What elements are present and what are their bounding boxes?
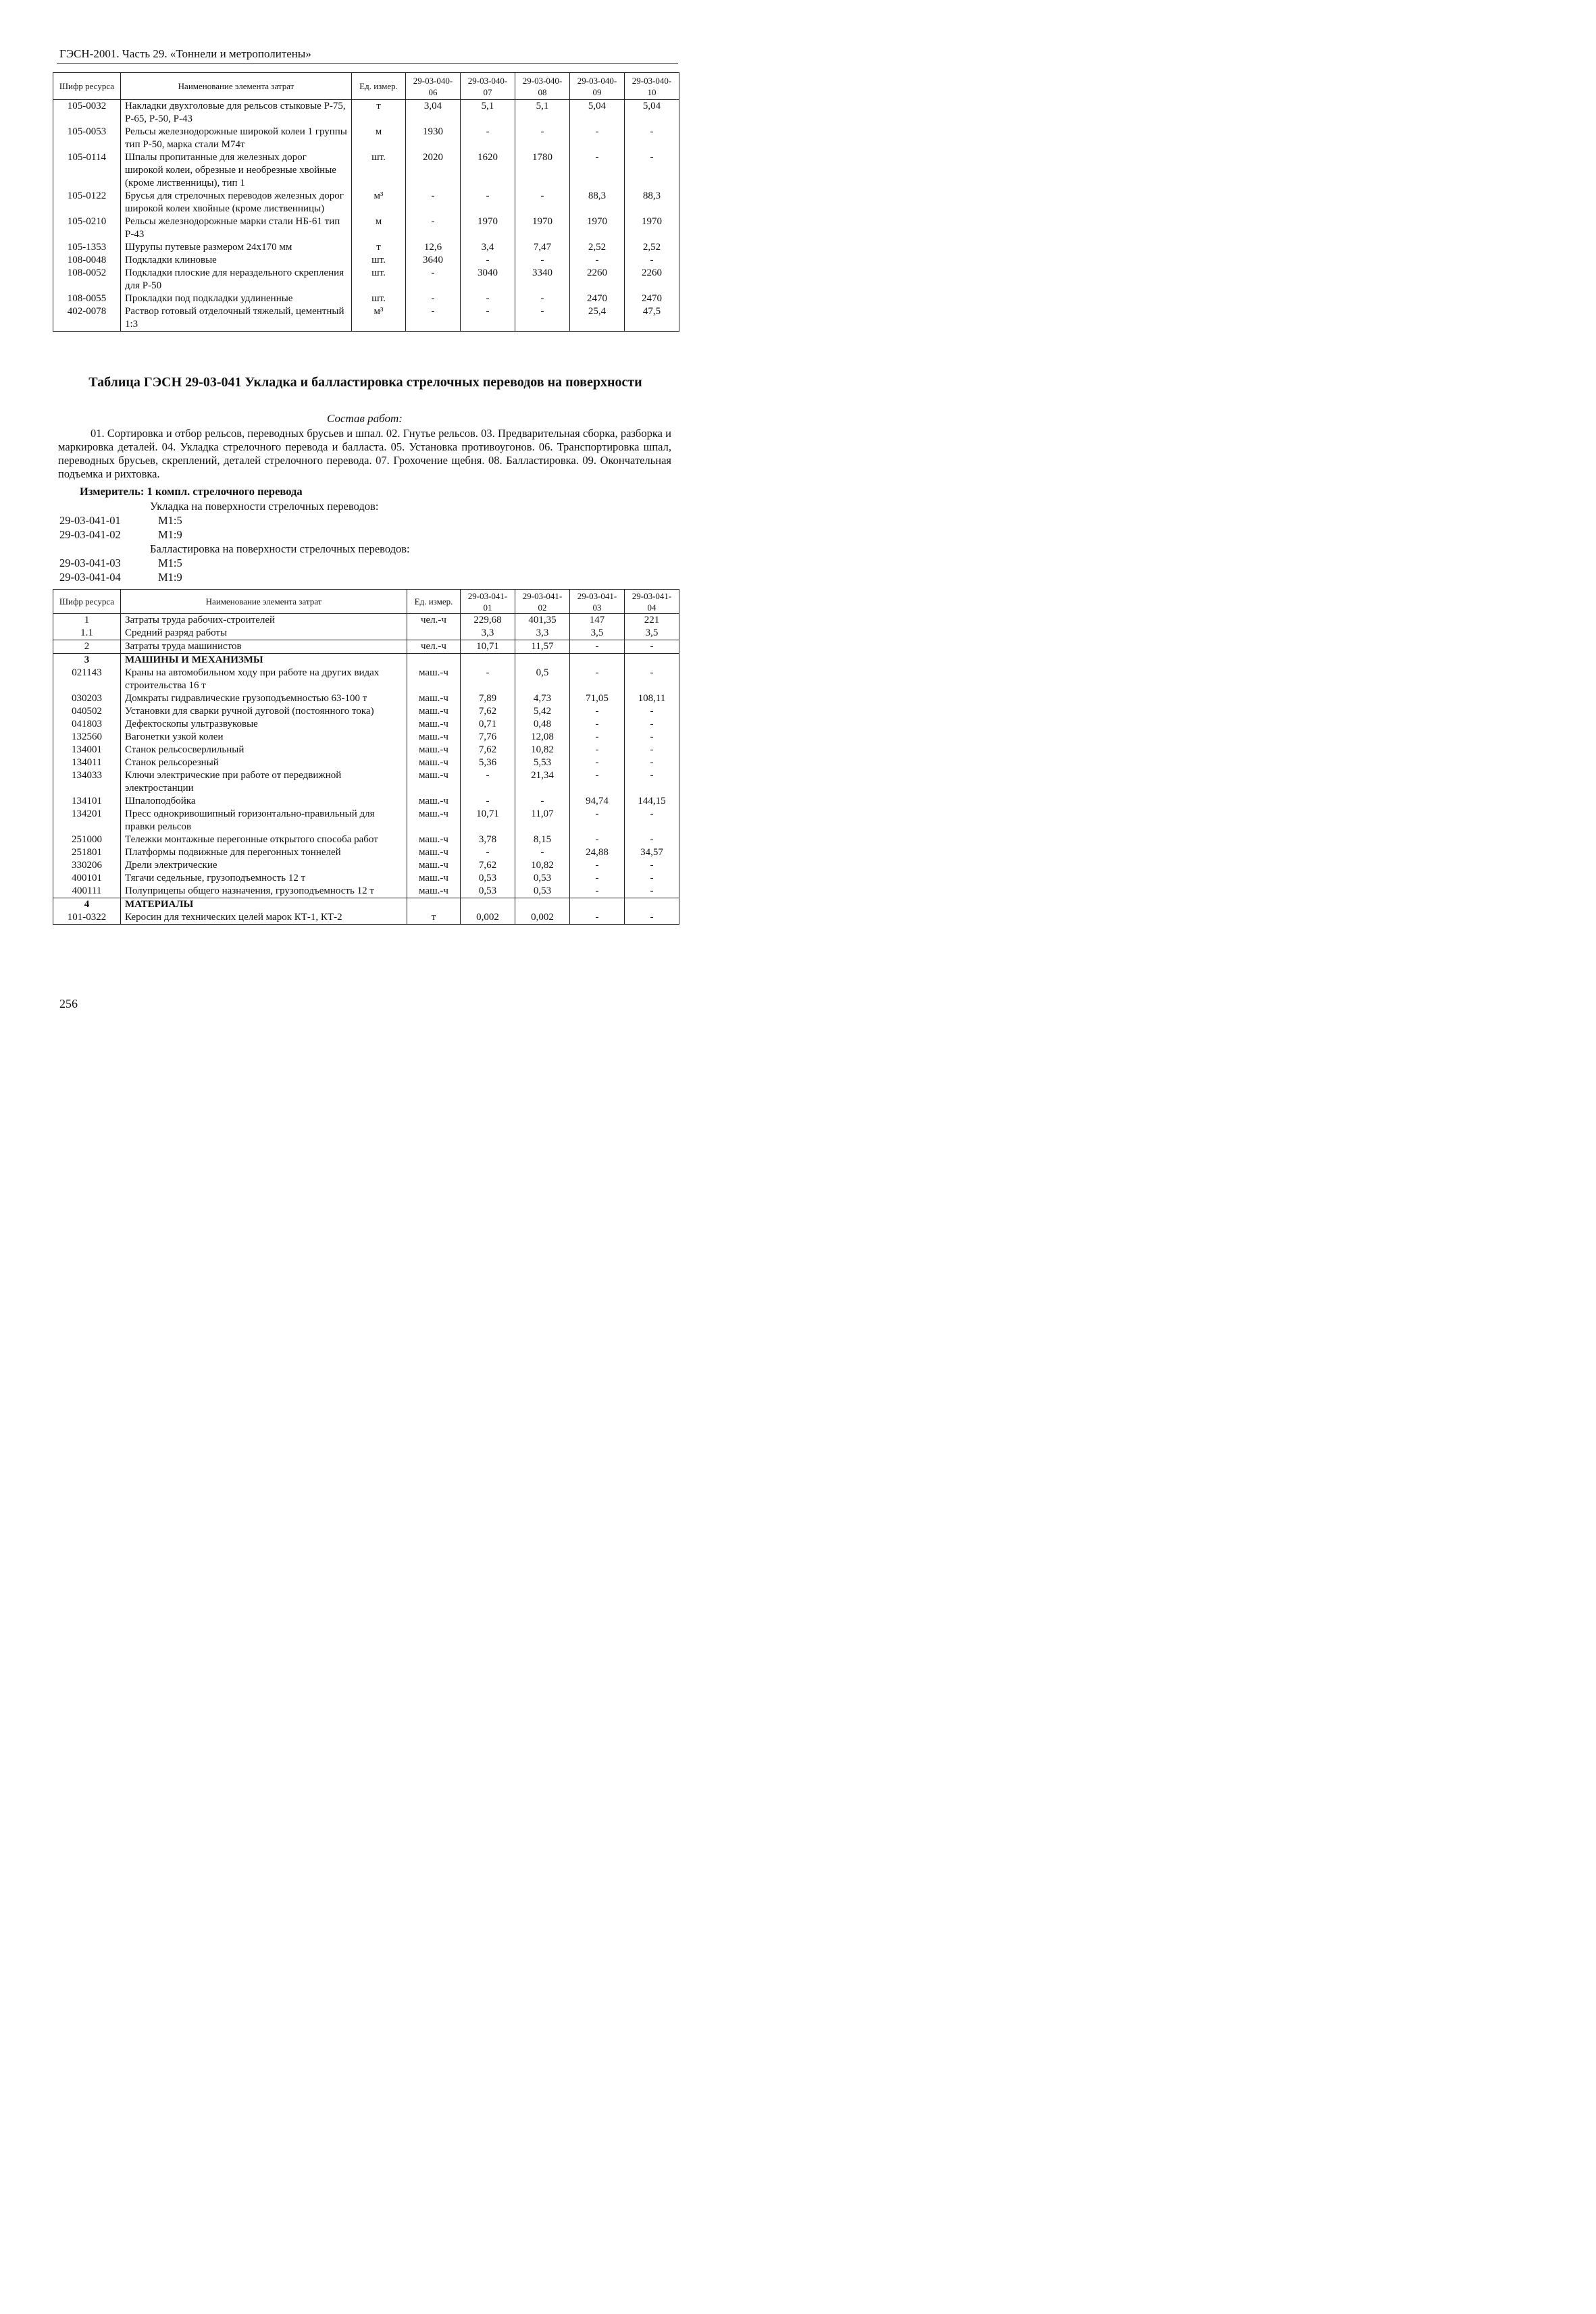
table-row	[53, 872, 679, 885]
value-cell: 7,76	[461, 731, 515, 744]
unit-cell: шт.	[352, 151, 406, 190]
value-cell: 3,78	[461, 833, 515, 846]
unit-cell: маш.-ч	[407, 859, 461, 872]
value-cell: 147	[570, 614, 625, 627]
value-cell	[570, 898, 625, 912]
value-cell: -	[570, 667, 625, 692]
resource-name: Установки для сварки ручной дуговой (постоянного тока)	[121, 705, 407, 718]
value-cell: -	[406, 215, 461, 241]
unit-cell: маш.-ч	[407, 846, 461, 859]
value-cell: -	[625, 667, 679, 692]
table-row	[53, 718, 679, 731]
value-cell: 5,1	[461, 100, 515, 126]
value-cell: 10,82	[515, 859, 570, 872]
resource-name: Рельсы железнодорожные марки стали НБ-61 тип Р-43	[121, 215, 352, 241]
resource-code: 134001	[53, 744, 121, 756]
unit-cell: маш.-ч	[407, 744, 461, 756]
value-cell: 7,89	[461, 692, 515, 705]
value-cell: 0,48	[515, 718, 570, 731]
resource-name: Тягачи седельные, грузоподъемность 12 т	[121, 872, 407, 885]
resource-name: МАШИНЫ И МЕХАНИЗМЫ	[121, 654, 407, 667]
value-cell: -	[625, 808, 679, 833]
value-cell: 2470	[570, 292, 625, 305]
document-page	[0, 0, 729, 1058]
resource-code: 105-0114	[53, 151, 121, 190]
resource-code: 030203	[53, 692, 121, 705]
value-cell: 3,5	[570, 627, 625, 640]
value-cell: 229,68	[461, 614, 515, 627]
value-cell	[461, 654, 515, 667]
unit-cell: маш.-ч	[407, 795, 461, 808]
resource-code: 108-0055	[53, 292, 121, 305]
header-col: 29-03-041-01	[461, 590, 515, 614]
header-col: 29-03-041-03	[570, 590, 625, 614]
resource-name: Шурупы путевые размером 24х170 мм	[121, 241, 352, 254]
value-cell: 0,002	[461, 911, 515, 925]
resource-code: 134101	[53, 795, 121, 808]
unit-cell	[407, 654, 461, 667]
table-row	[53, 705, 679, 718]
table-row	[53, 100, 679, 126]
value-cell: 2260	[570, 267, 625, 292]
value-cell: -	[570, 756, 625, 769]
resource-code: 134033	[53, 769, 121, 795]
value-cell: 7,62	[461, 705, 515, 718]
unit-cell: маш.-ч	[407, 667, 461, 692]
unit-cell: шт.	[352, 267, 406, 292]
header-code: Шифр ресурса	[53, 590, 121, 614]
unit-cell: маш.-ч	[407, 872, 461, 885]
value-cell: -	[515, 292, 570, 305]
norm-desc: М1:9	[158, 571, 182, 584]
table-row	[53, 254, 679, 267]
header-unit: Ед. измер.	[352, 73, 406, 100]
value-cell: 88,3	[570, 190, 625, 215]
value-cell: -	[515, 254, 570, 267]
unit-cell: шт.	[352, 254, 406, 267]
table-row	[53, 833, 679, 846]
resource-name: Домкраты гидравлические грузоподъемностью 63-100 т	[121, 692, 407, 705]
unit-cell: маш.-ч	[407, 756, 461, 769]
value-cell: 8,15	[515, 833, 570, 846]
table-row	[53, 808, 679, 833]
value-cell: 3340	[515, 267, 570, 292]
value-cell: 2260	[625, 267, 679, 292]
resource-name: Подкладки плоские для нераздельного скрепления для Р-50	[121, 267, 352, 292]
header-col: 29-03-040-06	[406, 73, 461, 100]
norm-code: 29-03-041-01	[59, 514, 121, 527]
value-cell: 94,74	[570, 795, 625, 808]
running-head: ГЭСН-2001. Часть 29. «Тоннели и метрополитены»	[59, 47, 311, 60]
resources-table-041	[53, 589, 679, 925]
value-cell: 2470	[625, 292, 679, 305]
value-cell: 7,62	[461, 859, 515, 872]
page-number: 256	[59, 997, 78, 1010]
header-col: 29-03-040-09	[570, 73, 625, 100]
value-cell: 0,53	[515, 885, 570, 898]
value-cell: 5,1	[515, 100, 570, 126]
value-cell: -	[570, 885, 625, 898]
norm-code: 29-03-041-04	[59, 571, 121, 584]
value-cell	[515, 654, 570, 667]
table-row	[53, 795, 679, 808]
value-cell: 5,36	[461, 756, 515, 769]
value-cell: 10,71	[461, 808, 515, 833]
value-cell: -	[461, 292, 515, 305]
value-cell: -	[570, 833, 625, 846]
value-cell: -	[515, 795, 570, 808]
resource-name: Шпалы пропитанные для железных дорог широкой колеи, обрезные и необрезные хвойные (кроме лиственницы), тип 1	[121, 151, 352, 190]
resource-code: 402-0078	[53, 305, 121, 332]
table-row	[53, 614, 679, 627]
value-cell: 10,82	[515, 744, 570, 756]
unit-cell: чел.-ч	[407, 640, 461, 654]
table-row	[53, 305, 679, 332]
value-cell: -	[461, 254, 515, 267]
resource-name: Краны на автомобильном ходу при работе на других видах строительства 16 т	[121, 667, 407, 692]
resource-name: Полуприцепы общего назначения, грузоподъемность 12 т	[121, 885, 407, 898]
resource-name: Тележки монтажные перегонные открытого способа работ	[121, 833, 407, 846]
value-cell: 5,53	[515, 756, 570, 769]
value-cell: 1970	[570, 215, 625, 241]
resource-name: Ключи электрические при работе от передвижной электростанции	[121, 769, 407, 795]
resource-name: Затраты труда рабочих-строителей	[121, 614, 407, 627]
value-cell: 24,88	[570, 846, 625, 859]
unit-cell: м³	[352, 305, 406, 332]
value-cell: -	[625, 718, 679, 731]
value-cell	[625, 654, 679, 667]
unit-cell: м³	[352, 190, 406, 215]
table-row	[53, 215, 679, 241]
value-cell: -	[570, 254, 625, 267]
resource-code: 2	[53, 640, 121, 654]
header-col: 29-03-041-02	[515, 590, 570, 614]
value-cell: 3,5	[625, 627, 679, 640]
resource-code: 021143	[53, 667, 121, 692]
resource-code: 251000	[53, 833, 121, 846]
value-cell: -	[625, 756, 679, 769]
value-cell: 2,52	[625, 241, 679, 254]
value-cell: -	[461, 305, 515, 332]
value-cell: 25,4	[570, 305, 625, 332]
value-cell: -	[570, 640, 625, 654]
value-cell: 3640	[406, 254, 461, 267]
unit-cell: маш.-ч	[407, 833, 461, 846]
value-cell: 1970	[625, 215, 679, 241]
value-cell: 10,71	[461, 640, 515, 654]
resource-code: 105-1353	[53, 241, 121, 254]
resource-name: Пресс однокривошипный горизонтально-правильный для правки рельсов	[121, 808, 407, 833]
header-code: Шифр ресурса	[53, 73, 121, 100]
group-title: Укладка на поверхности стрелочных переводов:	[150, 500, 379, 513]
resource-code: 400101	[53, 872, 121, 885]
value-cell: 1970	[515, 215, 570, 241]
value-cell: -	[406, 190, 461, 215]
unit-cell: маш.-ч	[407, 692, 461, 705]
value-cell: 401,35	[515, 614, 570, 627]
resource-name: Средний разряд работы	[121, 627, 407, 640]
value-cell: 3,04	[406, 100, 461, 126]
value-cell: -	[570, 911, 625, 925]
value-cell: 3040	[461, 267, 515, 292]
value-cell: -	[570, 151, 625, 190]
resource-name: Керосин для технических целей марок КТ-1, КТ-2	[121, 911, 407, 925]
value-cell	[515, 898, 570, 912]
value-cell: -	[461, 846, 515, 859]
value-cell: -	[461, 126, 515, 151]
value-cell: 34,57	[625, 846, 679, 859]
resource-code: 108-0052	[53, 267, 121, 292]
unit-cell: маш.-ч	[407, 718, 461, 731]
value-cell: -	[625, 126, 679, 151]
resource-code: 251801	[53, 846, 121, 859]
value-cell: 0,53	[461, 872, 515, 885]
table-row	[53, 627, 679, 640]
value-cell: 5,04	[625, 100, 679, 126]
value-cell: 7,62	[461, 744, 515, 756]
table-row	[53, 241, 679, 254]
resource-name: Раствор готовый отделочный тяжелый, цементный 1:3	[121, 305, 352, 332]
table-row	[53, 126, 679, 151]
table-row	[53, 267, 679, 292]
resource-name: МАТЕРИАЛЫ	[121, 898, 407, 912]
value-cell: 3,3	[515, 627, 570, 640]
resource-name: Подкладки клиновые	[121, 254, 352, 267]
resource-code: 105-0053	[53, 126, 121, 151]
resource-name: Брусья для стрелочных переводов железных дорог широкой колеи хвойные (кроме лиственницы)	[121, 190, 352, 215]
resource-name: Вагонетки узкой колеи	[121, 731, 407, 744]
table-row	[53, 911, 679, 925]
table-row	[53, 756, 679, 769]
value-cell: 0,002	[515, 911, 570, 925]
value-cell: 11,57	[515, 640, 570, 654]
value-cell: -	[515, 190, 570, 215]
unit-cell: маш.-ч	[407, 705, 461, 718]
resource-code: 3	[53, 654, 121, 667]
unit-cell: т	[352, 241, 406, 254]
value-cell: -	[625, 769, 679, 795]
header-unit: Ед. измер.	[407, 590, 461, 614]
resource-code: 134011	[53, 756, 121, 769]
unit-cell: шт.	[352, 292, 406, 305]
value-cell: 3,4	[461, 241, 515, 254]
value-cell: 1620	[461, 151, 515, 190]
value-cell: -	[406, 305, 461, 332]
resource-code: 105-0210	[53, 215, 121, 241]
value-cell: 221	[625, 614, 679, 627]
value-cell: -	[625, 640, 679, 654]
value-cell: 11,07	[515, 808, 570, 833]
value-cell: 1930	[406, 126, 461, 151]
value-cell: 47,5	[625, 305, 679, 332]
resource-name: Дрели электрические	[121, 859, 407, 872]
unit-cell: маш.-ч	[407, 808, 461, 833]
resource-code: 132560	[53, 731, 121, 744]
resource-code: 040502	[53, 705, 121, 718]
value-cell: -	[625, 859, 679, 872]
resource-name: Шпалоподбойка	[121, 795, 407, 808]
unit-cell: маш.-ч	[407, 769, 461, 795]
table-row	[53, 292, 679, 305]
value-cell: 1970	[461, 215, 515, 241]
value-cell: 3,3	[461, 627, 515, 640]
resource-code: 105-0122	[53, 190, 121, 215]
resource-code: 4	[53, 898, 121, 912]
value-cell: -	[625, 911, 679, 925]
resource-name: Рельсы железнодорожные широкой колеи 1 группы тип Р-50, марка стали М74т	[121, 126, 352, 151]
header-name: Наименование элемента затрат	[121, 73, 352, 100]
work-composition-text: 01. Сортировка и отбор рельсов, переводных брусьев и шпал. 02. Гнутье рельсов. 03. Предварительная сборка, разборка и маркировка деталей. 04. Укладка стрелочного перевода и балласта. 05. Установка противоугонов. 06. Транспортировка шпал, переводных брусьев, скреплений, деталей стрелочного перевода. 07. Грохочение щебня. 08. Балластировка. 09. Окончательная подъемка и рихтовка.	[58, 427, 671, 480]
resource-code: 1	[53, 614, 121, 627]
header-name: Наименование элемента затрат	[121, 590, 407, 614]
value-cell: 21,34	[515, 769, 570, 795]
value-cell	[570, 654, 625, 667]
value-cell: -	[461, 190, 515, 215]
value-cell: 144,15	[625, 795, 679, 808]
header-col: 29-03-040-07	[461, 73, 515, 100]
resource-code: 134201	[53, 808, 121, 833]
value-cell: 0,53	[515, 872, 570, 885]
unit-cell: маш.-ч	[407, 731, 461, 744]
value-cell: 12,6	[406, 241, 461, 254]
header-col: 29-03-041-04	[625, 590, 679, 614]
resource-name: Дефектоскопы ультразвуковые	[121, 718, 407, 731]
table-row	[53, 190, 679, 215]
value-cell: -	[406, 292, 461, 305]
value-cell: -	[625, 731, 679, 744]
resource-code: 330206	[53, 859, 121, 872]
value-cell: -	[406, 267, 461, 292]
norm-desc: М1:9	[158, 528, 182, 541]
value-cell: -	[461, 769, 515, 795]
table-row	[53, 654, 679, 667]
unit-cell: м	[352, 126, 406, 151]
value-cell: 5,42	[515, 705, 570, 718]
resource-name: Платформы подвижные для перегонных тоннелей	[121, 846, 407, 859]
resources-table-040	[53, 72, 679, 332]
table-row	[53, 769, 679, 795]
unit-cell: чел.-ч	[407, 614, 461, 627]
resource-name: Станок рельсосверлильный	[121, 744, 407, 756]
table-row	[53, 731, 679, 744]
work-composition-label: Состав работ:	[327, 412, 403, 425]
table-row	[53, 859, 679, 872]
value-cell	[625, 898, 679, 912]
header-col: 29-03-040-08	[515, 73, 570, 100]
table-row	[53, 846, 679, 859]
table-row	[53, 640, 679, 654]
table-row	[53, 744, 679, 756]
value-cell: 5,04	[570, 100, 625, 126]
value-cell: -	[570, 859, 625, 872]
norm-desc: М1:5	[158, 557, 182, 569]
value-cell: -	[625, 833, 679, 846]
value-cell: -	[570, 731, 625, 744]
table-row	[53, 692, 679, 705]
value-cell: -	[461, 667, 515, 692]
value-cell: -	[515, 305, 570, 332]
resource-code: 041803	[53, 718, 121, 731]
table-row	[53, 151, 679, 190]
header-col: 29-03-040-10	[625, 73, 679, 100]
value-cell: 0,71	[461, 718, 515, 731]
table-row	[53, 885, 679, 898]
unit-cell	[407, 898, 461, 912]
value-cell: -	[625, 885, 679, 898]
unit-cell: маш.-ч	[407, 885, 461, 898]
value-cell: -	[570, 808, 625, 833]
resource-code: 105-0032	[53, 100, 121, 126]
value-cell: 4,73	[515, 692, 570, 705]
value-cell: -	[625, 744, 679, 756]
norm-code: 29-03-041-02	[59, 528, 121, 541]
group-title: Балластировка на поверхности стрелочных переводов:	[150, 542, 410, 555]
resource-name: Станок рельсорезный	[121, 756, 407, 769]
table-row	[53, 898, 679, 912]
value-cell: -	[625, 705, 679, 718]
value-cell: -	[625, 872, 679, 885]
value-cell: -	[570, 769, 625, 795]
value-cell: -	[515, 846, 570, 859]
resource-code: 108-0048	[53, 254, 121, 267]
value-cell: -	[515, 126, 570, 151]
unit-cell	[407, 627, 461, 640]
unit-cell: м	[352, 215, 406, 241]
unit-cell: т	[352, 100, 406, 126]
unit-cell: т	[407, 911, 461, 925]
value-cell: -	[570, 744, 625, 756]
value-cell: 2020	[406, 151, 461, 190]
resource-name: Прокладки под подкладки удлиненные	[121, 292, 352, 305]
table-row	[53, 667, 679, 692]
measure-unit: Измеритель: 1 компл. стрелочного перевода	[80, 485, 303, 498]
resource-name: Затраты труда машинистов	[121, 640, 407, 654]
value-cell: 1780	[515, 151, 570, 190]
value-cell: 12,08	[515, 731, 570, 744]
value-cell: -	[625, 254, 679, 267]
value-cell: 71,05	[570, 692, 625, 705]
value-cell: -	[625, 151, 679, 190]
value-cell: 108,11	[625, 692, 679, 705]
resource-code: 400111	[53, 885, 121, 898]
value-cell: -	[461, 795, 515, 808]
value-cell: 7,47	[515, 241, 570, 254]
value-cell: 0,53	[461, 885, 515, 898]
resource-code: 101-0322	[53, 911, 121, 925]
table-title: Таблица ГЭСН 29-03-041 Укладка и балластировка стрелочных переводов на поверхности	[88, 375, 642, 390]
value-cell: 0,5	[515, 667, 570, 692]
norm-desc: М1:5	[158, 514, 182, 527]
header-rule	[57, 63, 678, 64]
value-cell: -	[570, 126, 625, 151]
resource-name: Накладки двухголовые для рельсов стыковые Р-75, Р-65, Р-50, Р-43	[121, 100, 352, 126]
value-cell: -	[570, 872, 625, 885]
value-cell: -	[570, 705, 625, 718]
resource-code: 1.1	[53, 627, 121, 640]
value-cell	[461, 898, 515, 912]
value-cell: 88,3	[625, 190, 679, 215]
value-cell: -	[570, 718, 625, 731]
norm-code: 29-03-041-03	[59, 557, 121, 569]
value-cell: 2,52	[570, 241, 625, 254]
